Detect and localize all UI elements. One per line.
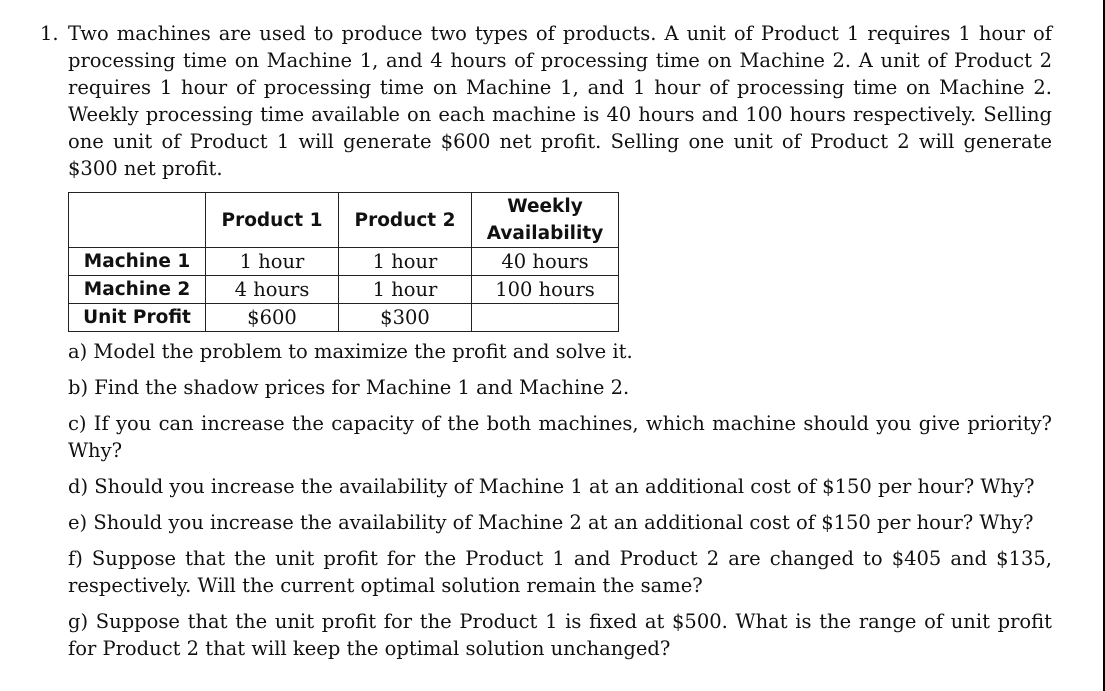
- cell-machine-2-product-2: 1 hour: [339, 276, 472, 304]
- question-part-c: c) If you can increase the capacity of the both machines, which machine should you give priority? Why?: [68, 412, 1052, 462]
- problem-number: 1.: [40, 22, 59, 45]
- cell-unit-profit-product-1: $600: [206, 304, 339, 332]
- table-row: [69, 276, 619, 304]
- problem-intro: [40, 20, 1052, 182]
- question-part-g: g) Suppose that the unit profit for the Product 1 is fixed at $500. What is the range of unit profit for Product 2 that will keep the optimal solution unchanged?: [68, 610, 1052, 660]
- question-part-a: a) Model the problem to maximize the profit and solve it.: [68, 340, 633, 363]
- row-label-machine-1: Machine 1: [69, 248, 206, 276]
- row-label-machine-2: Machine 2: [69, 276, 206, 304]
- question-part-b: b) Find the shadow prices for Machine 1 and Machine 2.: [68, 376, 630, 399]
- cell-machine-1-availability: 40 hours: [472, 248, 619, 276]
- table-row: [69, 248, 619, 276]
- cell-machine-2-product-1: 4 hours: [206, 276, 339, 304]
- table-header-weekly-availability: Weekly Availability: [472, 193, 619, 248]
- table-header-product-2: Product 2: [339, 193, 472, 248]
- row-label-unit-profit: Unit Profit: [69, 304, 206, 332]
- table-header-product-1: Product 1: [206, 193, 339, 248]
- problem-intro-text: Two machines are used to produce two types of products. A unit of Product 1 requires 1 hour of processing time on Machine 1, and 4 hours of processing time on Machine 2. A unit of Product 2 requires 1 hour of processing time on Machine 1, and 1 hour of processing time on Machine 2. Weekly processing time available on each machine is 40 hours and 100 hours respectively. Selling one unit of Product 1 will generate $600 net profit. Selling one unit of Product 2 will generate $300 net profit.: [68, 22, 1052, 180]
- question-parts: [68, 338, 1052, 662]
- question-part-d: d) Should you increase the availability of Machine 1 at an additional cost of $150 per hour? Why?: [68, 475, 1035, 498]
- machine-data-table: [68, 192, 619, 332]
- cell-machine-1-product-1: 1 hour: [206, 248, 339, 276]
- cell-machine-2-availability: 100 hours: [472, 276, 619, 304]
- problem-block: [40, 20, 1052, 671]
- table-row: [69, 304, 619, 332]
- question-part-e: e) Should you increase the availability of Machine 2 at an additional cost of $150 per hour? Why?: [68, 511, 1034, 534]
- table-header-blank: [69, 193, 206, 248]
- table-header-row: [69, 193, 619, 248]
- question-part-f: f) Suppose that the unit profit for the Product 1 and Product 2 are changed to $405 and $135, respectively. Will the current optimal solution remain the same?: [68, 547, 1052, 597]
- cell-machine-1-product-2: 1 hour: [339, 248, 472, 276]
- cell-unit-profit-availability: [472, 304, 619, 332]
- cell-unit-profit-product-2: $300: [339, 304, 472, 332]
